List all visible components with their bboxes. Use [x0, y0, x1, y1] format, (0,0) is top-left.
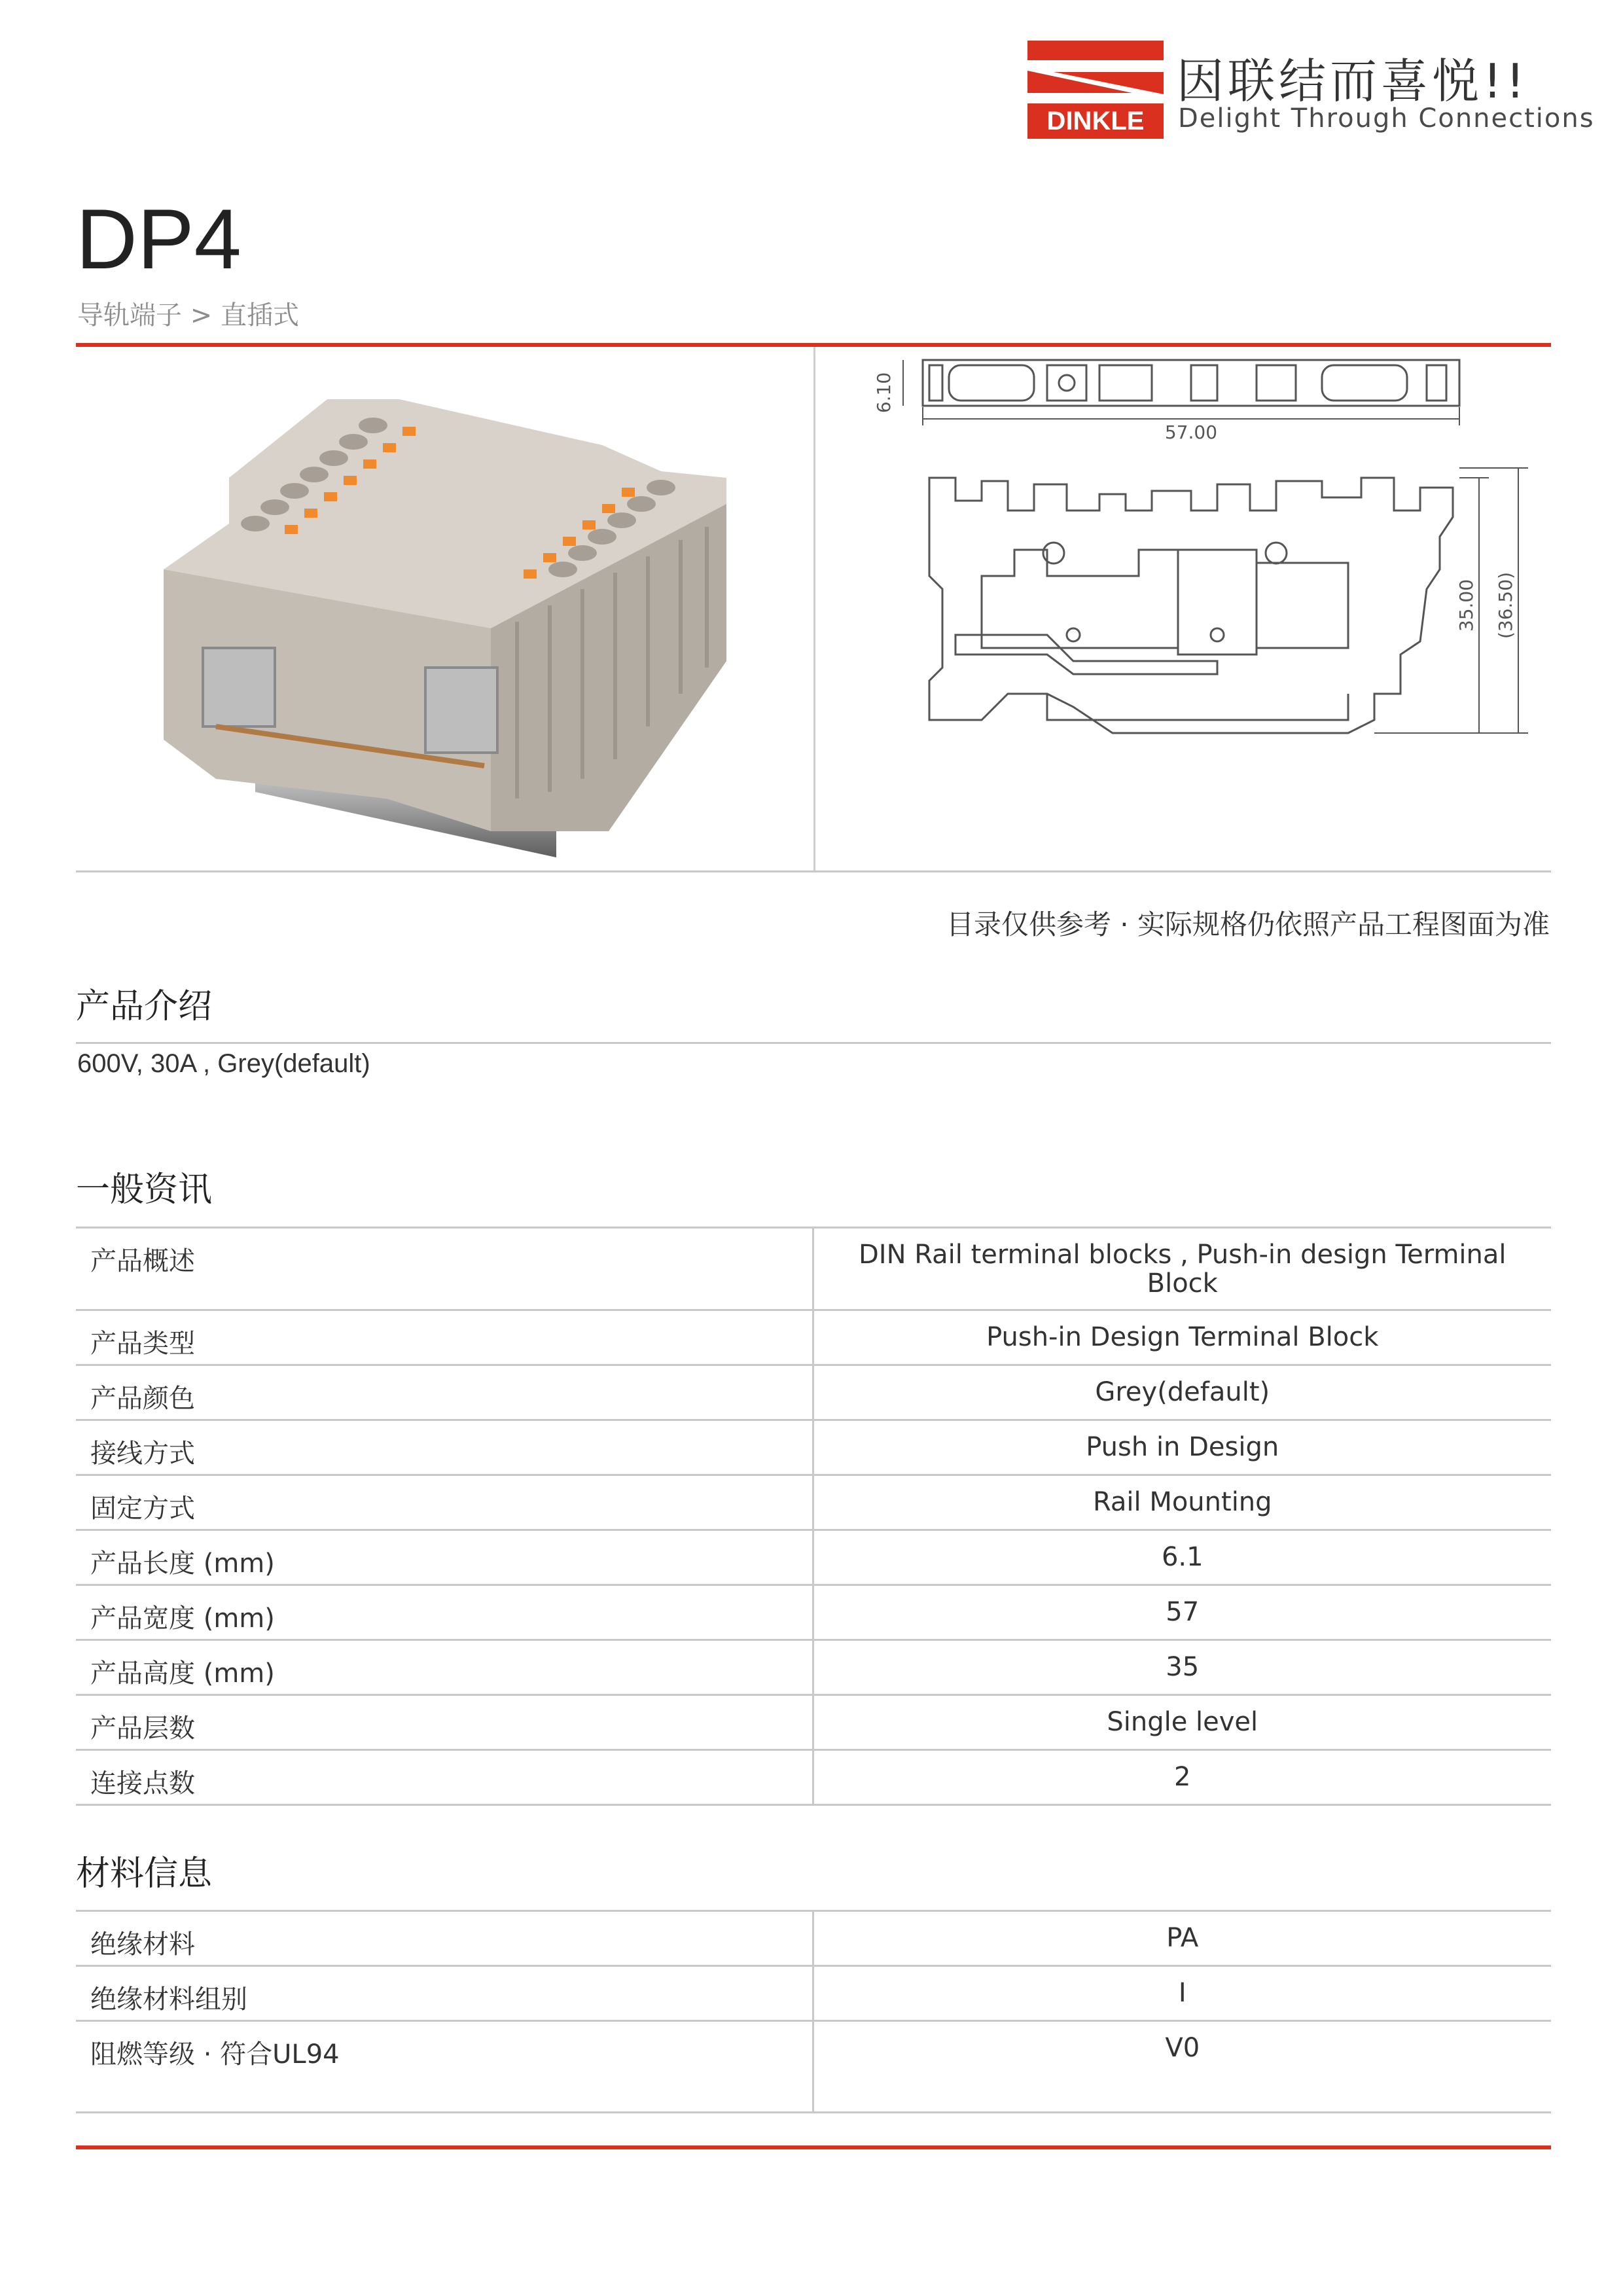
table-row	[76, 1640, 1551, 1695]
spec-label: 连接点数	[76, 1750, 813, 1805]
table-row	[76, 1585, 1551, 1640]
material-info-table	[76, 1910, 1551, 2113]
table-row	[76, 1695, 1551, 1750]
spec-label: 产品类型	[76, 1310, 813, 1365]
spec-label: 绝缘材料组别	[76, 1966, 813, 2021]
spec-label: 产品概述	[76, 1228, 813, 1310]
table-row	[76, 1530, 1551, 1585]
material-heading: 材料信息	[76, 1854, 213, 1893]
spec-value: 6.1	[813, 1530, 1551, 1585]
spec-label: 产品长度 (mm)	[76, 1530, 813, 1585]
spec-value: Grey(default)	[813, 1365, 1551, 1420]
page-title: DP4	[76, 191, 241, 287]
dim-length: 57.00	[1164, 422, 1218, 443]
spec-value: DIN Rail terminal blocks , Push-in design Terminal Block	[813, 1228, 1551, 1310]
spec-value: V0	[813, 2021, 1551, 2113]
spec-label: 绝缘材料	[76, 1911, 813, 1966]
image-bottom-divider	[76, 870, 1551, 872]
dim-height: 35.00	[1455, 579, 1477, 632]
table-row	[76, 1365, 1551, 1420]
logo-wordmark: DINKLE	[1046, 107, 1145, 135]
spec-value: PA	[813, 1911, 1551, 1966]
breadcrumb: 导轨端子 > 直插式	[77, 300, 299, 331]
table-row	[76, 1228, 1551, 1310]
spec-value: 35	[813, 1640, 1551, 1695]
intro-text: 600V, 30A , Grey(default)	[77, 1049, 370, 1078]
spec-value: I	[813, 1966, 1551, 2021]
spec-value: Single level	[813, 1695, 1551, 1750]
general-heading: 一般资讯	[76, 1170, 213, 1210]
disclaimer-note: 目录仅供参考 · 实际规格仍依照产品工程图面为准	[946, 908, 1550, 941]
spec-value: Push-in Design Terminal Block	[813, 1310, 1551, 1365]
brand-slogan-en: Delight Through Connections	[1178, 103, 1595, 134]
spec-value: Push in Design	[813, 1420, 1551, 1475]
dinkle-logo-icon	[1027, 41, 1164, 139]
spec-label: 产品宽度 (mm)	[76, 1585, 813, 1640]
spec-label: 接线方式	[76, 1420, 813, 1475]
spec-label: 产品层数	[76, 1695, 813, 1750]
table-row	[76, 1750, 1551, 1805]
dim-height-total: (36.50)	[1495, 571, 1516, 639]
technical-drawing	[851, 353, 1551, 851]
spec-label: 产品颜色	[76, 1365, 813, 1420]
spec-value: Rail Mounting	[813, 1475, 1551, 1530]
spec-label: 固定方式	[76, 1475, 813, 1530]
dim-top-height: 6.10	[873, 372, 895, 414]
general-info-table	[76, 1227, 1551, 1806]
intro-divider	[76, 1042, 1551, 1044]
brand-slogan-cn: 因联结而喜悦!!	[1177, 54, 1529, 109]
image-divider	[813, 347, 815, 870]
table-row	[76, 1420, 1551, 1475]
product-photo	[151, 373, 740, 857]
spec-label: 阻燃等级 · 符合UL94	[76, 2021, 813, 2113]
table-row	[76, 1475, 1551, 1530]
footer-divider	[76, 2145, 1551, 2149]
spec-value: 57	[813, 1585, 1551, 1640]
table-row	[76, 1911, 1551, 1966]
brand-logo	[1027, 41, 1595, 139]
spec-label: 产品高度 (mm)	[76, 1640, 813, 1695]
intro-heading: 产品介绍	[76, 987, 213, 1026]
table-row	[76, 1966, 1551, 2021]
table-row	[76, 2021, 1551, 2113]
spec-value: 2	[813, 1750, 1551, 1805]
table-row	[76, 1310, 1551, 1365]
